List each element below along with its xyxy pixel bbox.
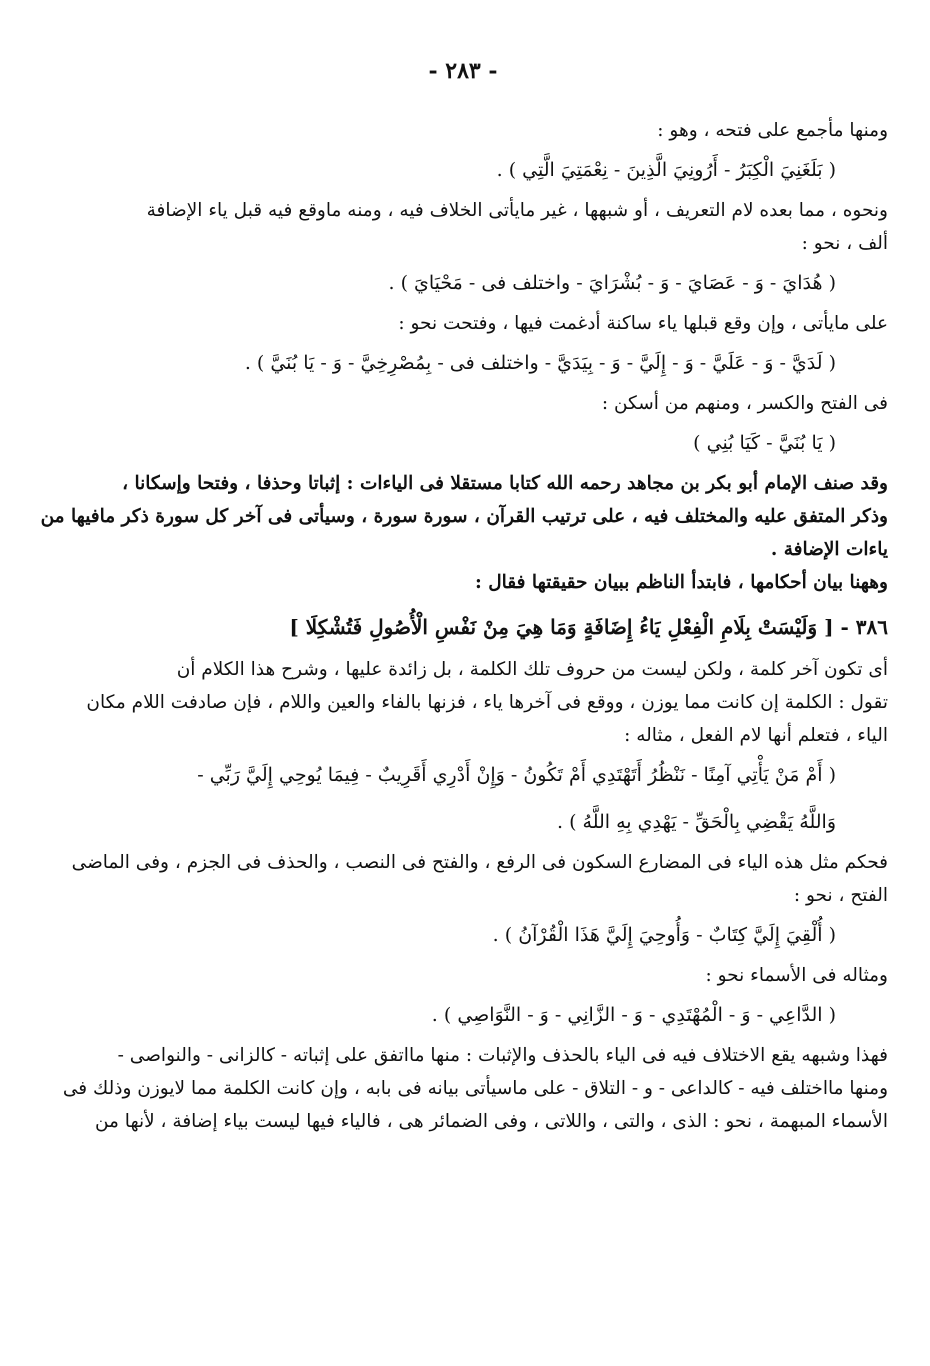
text-line: ياءات الإضافة . [770,539,888,560]
quran-line: ( الدَّاعِي - وَ - الْمُهْتَدِي - وَ - الزَّانِي - وَ - النَّوَاصِي ) . [431,1004,836,1026]
quran-line: ( هُدَايَ - وَ - عَصَايَ - وَ - بُشْرَايَ - واختلف فى - مَحْيَايَ ) . [388,272,836,294]
text-line: ونحوه ، مما بعده لام التعريف ، أو شبهها ، غير مايأتى الخلاف فيه ، ومنه ماوقع فيه قبل ياء الإضافة [146,200,888,221]
quran-line: ( بَلَغَنِيَ الْكِبَرُ - أَرُونِيَ الَّذِينَ - نِعْمَتِيَ الَّتِي ) . [496,159,836,181]
page-number: - ٢٨٣ - [428,58,498,84]
text-line: وههنا بيان أحكامها ، فابتدأ الناظم ببيان حقيقتها فقال : [474,572,888,593]
text-line: فهذا وشبهه يقع الاختلاف فيه فى الياء بالحذف والإثبات : منها مااتفق على إثباته - كالزانى - والنواصى - [117,1045,888,1066]
quran-line: ( لَدَيَّ - وَ - عَلَيَّ - وَ - إِلَيَّ - وَ - بِيَدَيَّ - واختلف فى - بِمُصْرِخِيَّ - وَ - يَا بُنَيَّ ) . [244,352,836,374]
text-line: الفتح ، نحو : [793,885,888,906]
poem-verse-386: ٣٨٦ - [ وَلَيْسَتْ بِلَامِ الْفِعْلِ يَاءُ إِضَافَةٍ وَمَا هِيَ مِنْ نَفْسِ الْأُصُولِ فَتُشْكِلَا ] [289,615,888,639]
text-line: الأسماء المبهمة ، نحو : الذى ، والتى ، واللاتى ، وفى الضمائر هى ، فالياء فيها ليست بياء إضافة ، لأنها من [94,1111,888,1132]
quran-line: وَاللَّهُ يَقْضِي بِالْحَقِّ - يَهْدِي بِهِ اللَّهُ ) . [556,811,836,833]
text-line: ومنها مأجمع على فتحه ، وهو : [657,120,888,141]
text-line: وقد صنف الإمام أبو بكر بن مجاهد رحمه الله كتابا مستقلا فى الياءات : إثباتا وحذفا ، وفتحا وإسكانا ، [122,473,888,494]
text-line: الياء ، فتعلم أنها لام الفعل ، مثاله : [624,725,888,746]
quran-line: ( يَا بُنَيَّ - كَيَا بُنِي ) [693,432,836,454]
text-line: ومثاله فى الأسماء نحو : [705,965,888,986]
quran-line: ( أَمْ مَنْ يَأْتِي آمِنًا - نَنْظُرُ أَتَهْتَدِي أَمْ تَكُونُ - وَإِنْ أَدْرِي أَقَرِيبٌ - فِيمَا يُوحِي إِلَيَّ رَبِّي - [197,764,836,786]
text-line: تقول : الكلمة إن كانت مما يوزن ، ووقع فى آخرها ياء ، فزنها بالفاء والعين واللام ، فإن صادفت اللام مكان [86,692,888,713]
text-line: أى تكون آخر كلمة ، ولكن ليست من حروف تلك الكلمة ، بل زائدة عليها ، وشرح هذا الكلام أن [176,659,888,680]
text-line: فحكم مثل هذه الياء فى المضارع السكون فى الرفع ، والفتح فى النصب ، والحذف فى الجزم ، وفى الماضى [71,852,888,873]
text-line: فى الفتح والكسر ، ومنهم من أسكن : [601,393,888,414]
text-line: ومنها مااختلف فيه - كالداعى - و - التلاق - على ماسيأتى بيانه فى بابه ، وإن كانت الكلمة مما لايوزن وذلك فى [62,1078,888,1099]
text-line: وذكر المتفق عليه والمختلف فيه ، على ترتيب القرآن ، سورة سورة ، وسيأتى فى آخر كل سورة ذكر مافيها من [40,506,888,527]
text-line: على مايأتى ، وإن وقع قبلها ياء ساكنة أدغمت فيها ، وفتحت نحو : [398,313,888,334]
quran-line: ( أُلْقِيَ إِلَيَّ كِتَابٌ - وَأُوحِيَ إِلَيَّ هَذَا الْقُرْآنُ ) . [492,924,836,946]
text-line: ألف ، نحو : [801,233,888,254]
